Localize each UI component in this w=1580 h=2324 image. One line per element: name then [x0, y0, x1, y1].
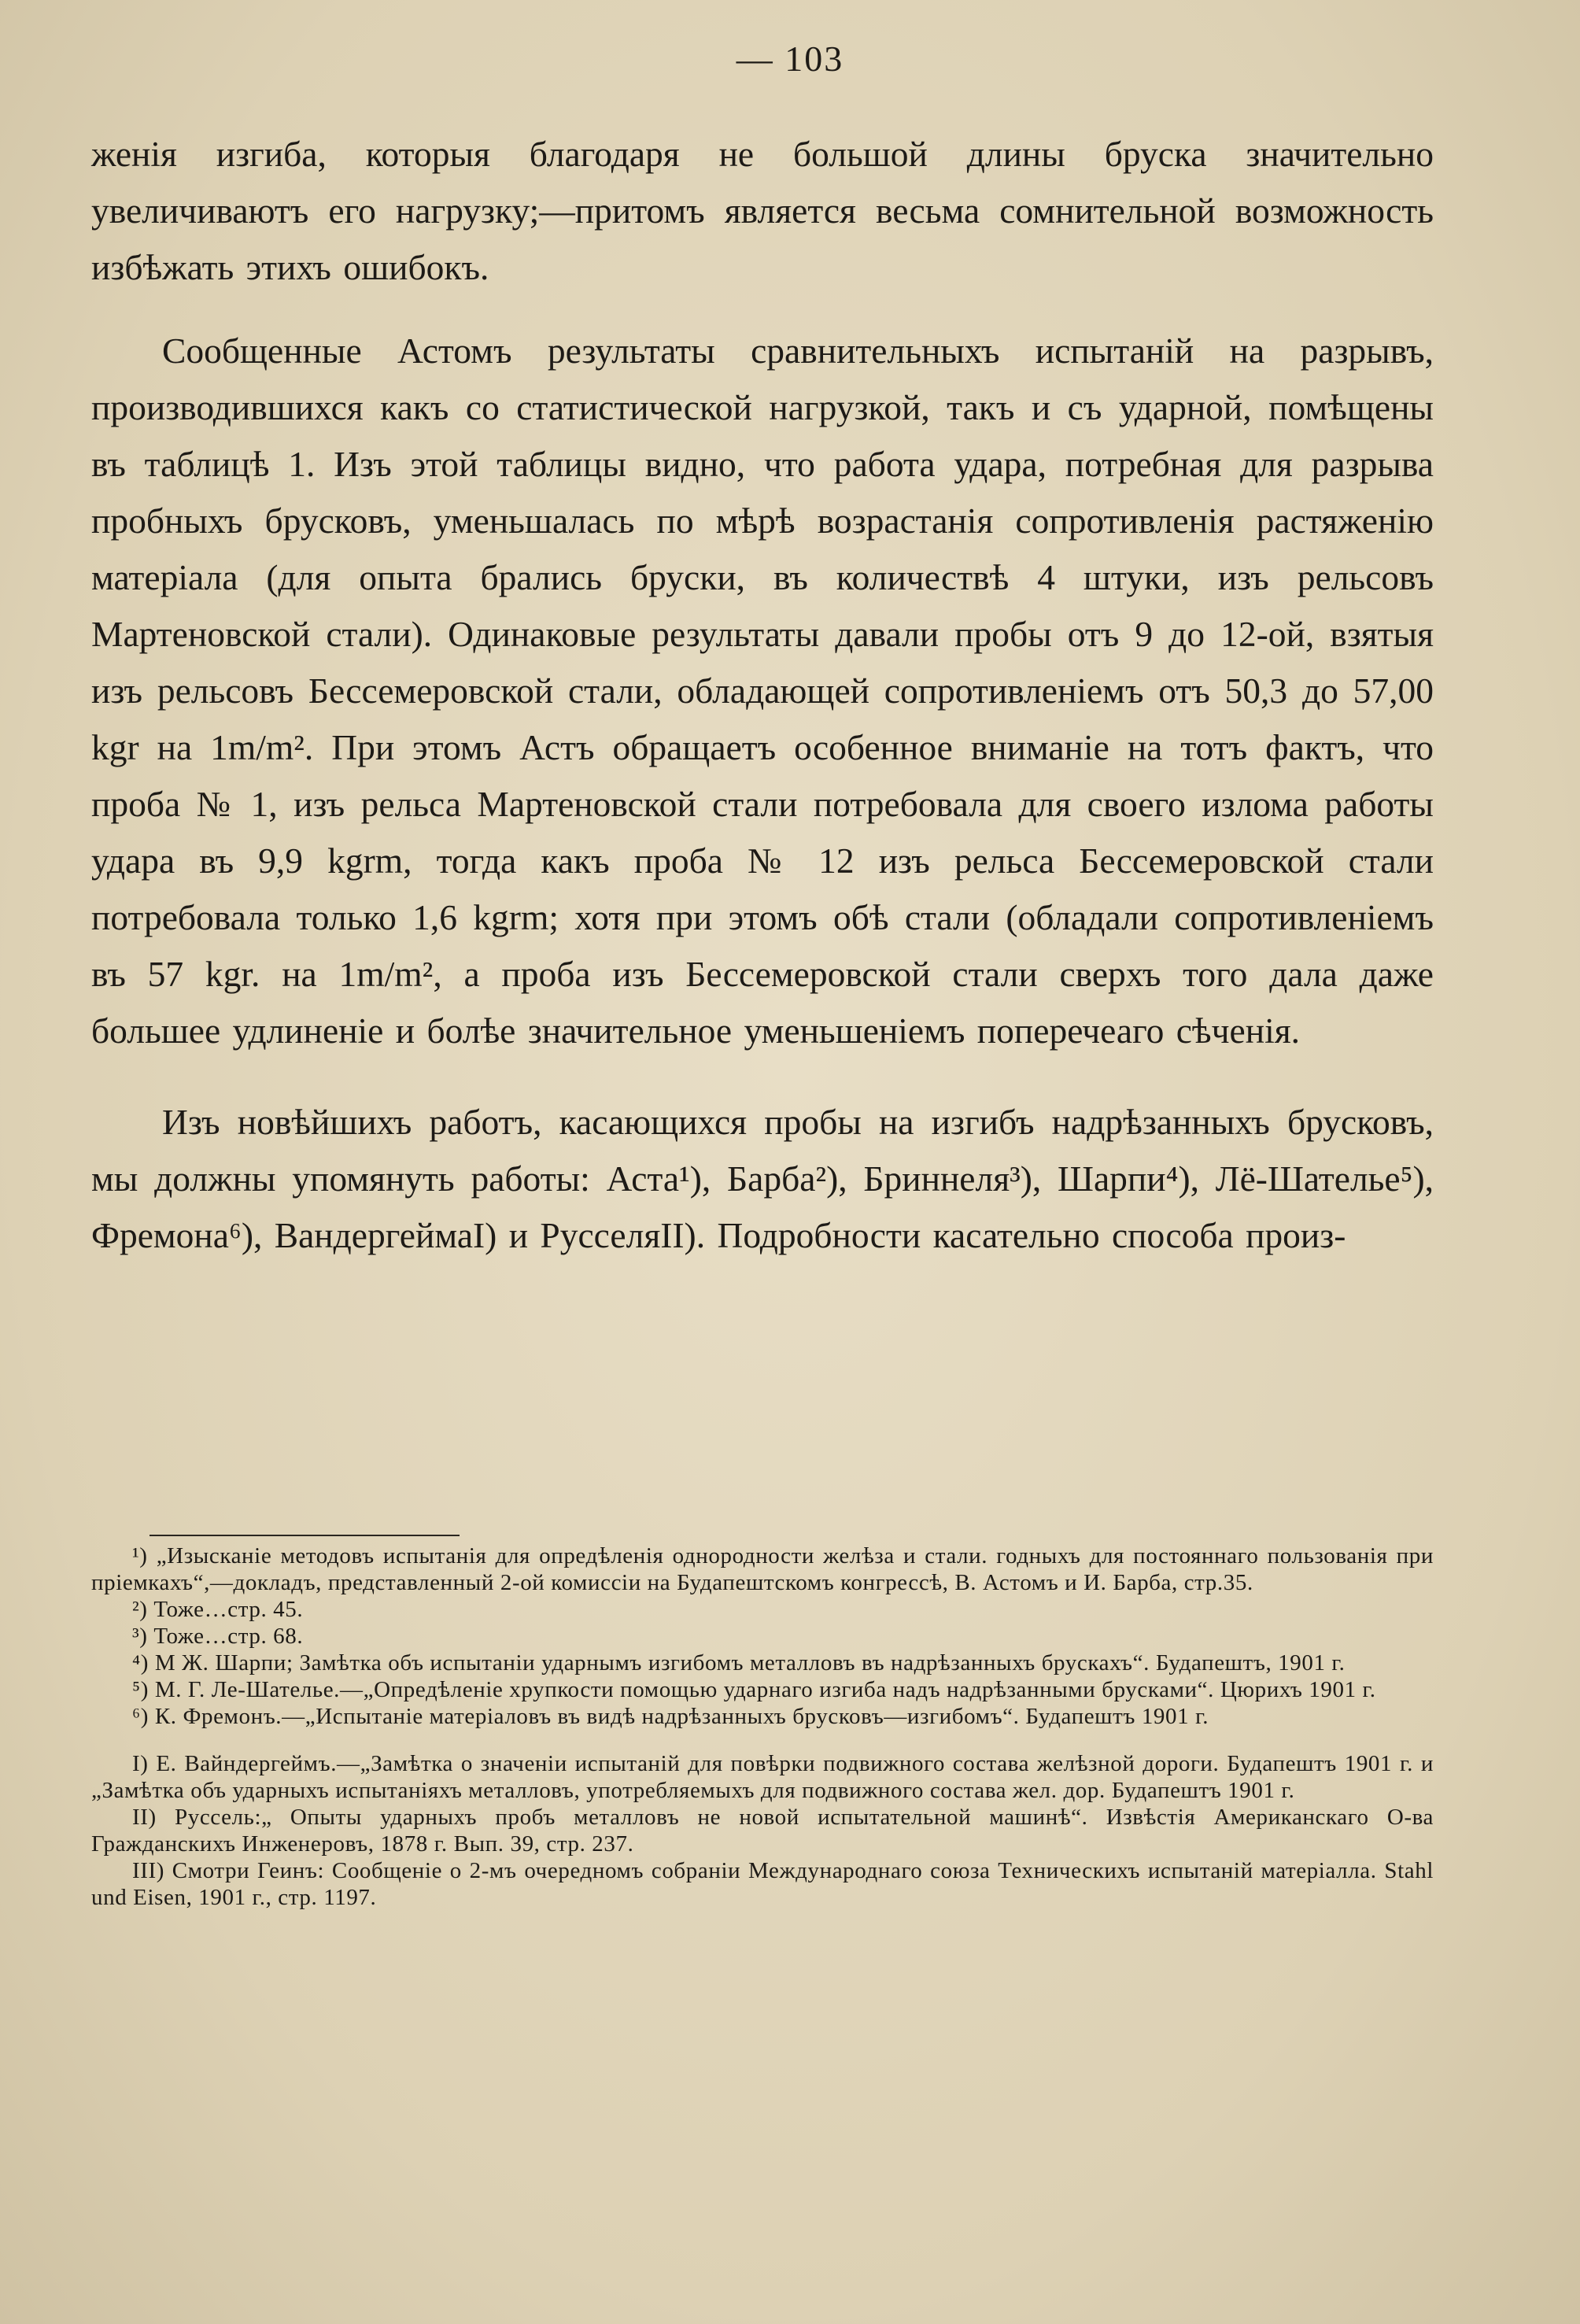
footnotes — [91, 1543, 1434, 1911]
footnote-3: ³) Тоже…стр. 68. — [132, 1624, 304, 1649]
footnote-5: ⁵) М. Г. Ле-Шателье.—„Опредѣленіе хрупкости помощью ударнаго изгиба надъ надрѣзанными брусками“. Цюрихъ 1901 г. — [132, 1677, 1376, 1702]
footnote-divider — [150, 1535, 460, 1536]
paragraph-3: Изъ новѣйшихъ работъ, касающихся пробы на изгибъ надрѣзанныхъ брусковъ, мы должны упомянуть работы: Аста¹), Барба²), Бриннеля³), Шарпи⁴), Лё-Шателье⁵), Фремона⁶), ВандергеймаI) и РусселяII). Подробности касательно способа произ- — [91, 1102, 1434, 1255]
footnote-4: ⁴) М Ж. Шарпи; Замѣтка объ испытаніи ударнымъ изгибомъ металловъ въ надрѣзанныхъ брускахъ“. Будапештъ, 1901 г. — [132, 1650, 1346, 1676]
footnote-1: ¹) „Изысканіе методовъ испытанія для опредѣленія однородности желѣза и стали. годныхъ для постояннаго пользованія при пріемкахъ“,—докладъ, представленный 2-ой комиссіи на Будапештскомъ конгрессѣ, В. Астомъ и И. Барба, стр.35. — [91, 1543, 1434, 1595]
footnote-roman-3: III) Смотри Геинъ: Сообщеніе о 2-мъ очередномъ собраніи Международнаго союза Техническихъ испытаній матеріалла. Stahl und Eisen, 1901 г., стр. 1197. — [91, 1858, 1434, 1910]
footnote-2: ²) Тоже…стр. 45. — [132, 1597, 304, 1622]
paragraph-2: Сообщенные Астомъ результаты сравнительныхъ испытаній на разрывъ, производившихся какъ со статистической нагрузкой, такъ и съ ударной, помѣщены въ таблицѣ 1. Изъ этой таблицы видно, что работа удара, потребная для разрыва пробныхъ брусковъ, уменьшалась по мѣрѣ возрастанія сопротивленія растяженію матеріала (для опыта брались бруски, въ количествѣ 4 штуки, изъ рельсовъ Мартеновской стали). Одинаковые результаты давали пробы отъ 9 до 12-ой, взятыя изъ рельсовъ Бессемеровской стали, обладающей сопротивленіемъ отъ 50,3 до 57,00 kgr на 1m/m². При этомъ Астъ обращаетъ особенное вниманіе на тотъ фактъ, что проба № 1, изъ рельса Мартеновской стали потребовала для своего излома работы удара въ 9,9 kgrm, тогда какъ проба № 12 изъ рельса Бессемеровской стали потребовала только 1,6 kgrm; хотя при этомъ обѣ стали (обладали сопротивленіемъ въ 57 kgr. на 1m/m², а проба изъ Бессемеровской стали сверхъ того дала даже большее удлиненіе и болѣе значительное уменьшеніемъ поперечеаго сѣченія. — [91, 331, 1434, 1051]
footnote-6: ⁶) К. Фремонъ.—„Испытаніе матеріаловъ въ видѣ надрѣзанныхъ брусковъ—изгибомъ“. Будапештъ 1901 г. — [132, 1704, 1209, 1729]
paragraph-1: женія изгиба, которыя благодаря не большой длины бруска значительно увеличиваютъ его нагрузку;—притомъ является весьма сомнительной возможность избѣжать этихъ ошибокъ. — [91, 134, 1434, 287]
main-text — [91, 126, 1434, 1264]
page-number: — 103 — [736, 39, 844, 79]
footnote-roman-2: II) Руссель:„ Опыты ударныхъ пробъ металловъ не новой испытательной машинѣ“. Извѣстія Американскаго О-ва Гражданскихъ Инженеровъ, 1878 г. Вып. 39, стр. 237. — [91, 1805, 1434, 1857]
footnote-roman-1: I) Е. Вайндергеймъ.—„Замѣтка о значеніи испытаній для повѣрки подвижного состава желѣзной дороги. Будапештъ 1901 г. и „Замѣтка объ ударныхъ испытаніяхъ металловъ, употребляемыхъ для подвижного состава жел. дор. Будапештъ 1901 г. — [91, 1751, 1434, 1803]
